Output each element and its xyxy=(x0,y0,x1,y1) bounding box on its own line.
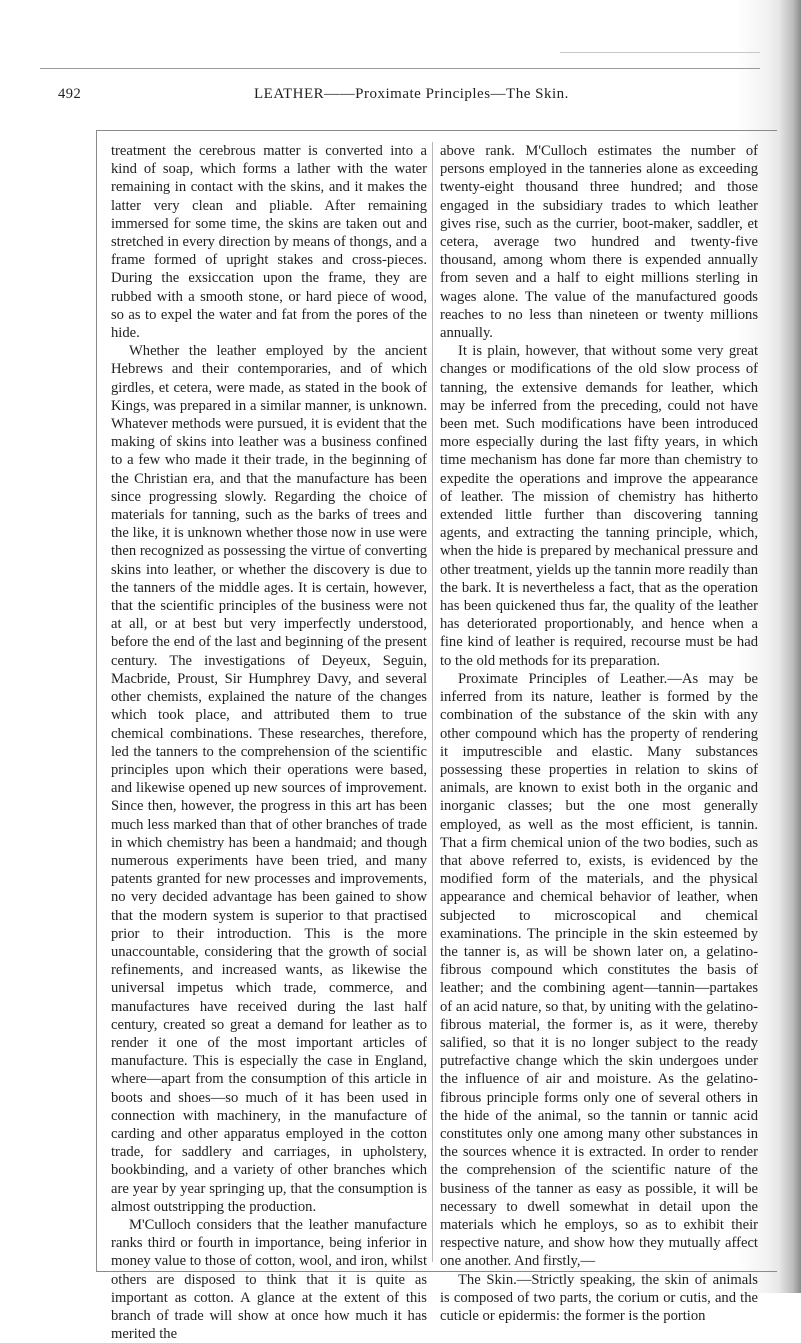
page-number: 492 xyxy=(58,86,82,102)
paragraph: treatment the cerebrous matter is converted into a kind of soap, which forms a lather with the water remaining in contact with the skins, and it makes the latter very clean and pliable. After remaining immersed for some time, the skins are taken out and stretched in every direction by means of thongs, and a frame formed of upright stakes and cross-pieces. During the exsiccation upon the frame, they are rubbed with a smooth stone, or hard piece of wood, so as to expel the water and fat from the pores of the hide. xyxy=(111,143,427,342)
header-rule xyxy=(40,68,760,69)
page-edge-shadow xyxy=(779,0,801,1293)
left-column xyxy=(111,142,427,1343)
top-edge-rule xyxy=(560,52,760,53)
paragraph: Whether the leather employed by the ancient Hebrews and their contemporaries, and of which girdles, et cetera, were made, as stated in the book of Kings, was prepared in a similar manner, is unknown. Whatever methods were pursued, it is evident that the making of skins into leather was a business confined to a few who made it their trade, in the beginning of the Christian era, and that the manufacture has been since progressing slowly. Regarding the choice of materials for tanning, such as the barks of trees and the like, it is unknown whether those now in use were then recognized as possessing the virtue of converting skins into leather, or whether the discovery is due to the tanners of the middle ages. It is certain, however, that the scientific principles of the business were not at all, or at best but very imperfectly understood, before the end of the last and beginning of the present century. The investigations of Deyeux, Seguin, Macbride, Proust, Sir Humphrey Davy, and several other chemists, explained the nature of the changes which took place, and attributed them to true chemical combinations. These researches, therefore, led the tanners to the comprehension of the scientific principles upon which their operations were based, and likewise opened up new sources of improvement. Since then, however, the progress in this art has been much less marked than that of other branches of trade in which chemistry has been a handmaid; and though numerous experiments have been tried, and many patents granted for new processes and improvements, no very decided advantage has been gained to show that the modern system is superior to that practised prior to their introduction. This is the more unaccountable, considering that the growth of social refinements, and increased wants, as likewise the universal impetus which trade, commerce, and manufactures have received during the last half century, created so great a demand for leather as to render it one of the most important articles of manufacture. This is especially the case in England, where—apart from the consumption of this article in boots and shoes—so much of it has been used in connection with machinery, in the manufacture of carding and other apparatus employed in the cotton trade, for saddlery and carriages, in upholstery, bookbinding, and a variety of other branches which are year by year springing up, that the consumption is almost outstripping the production. xyxy=(111,343,427,1215)
paragraph: It is plain, however, that without some very great changes or modifications of the old slow process of tanning, the extensive demands for leather, which may be inferred from the preceding, could not have been met. Such modifications have been introduced more especially during the last fifty years, in which time mechanism has done far more than chemistry to expedite the operations and improve the appearance of leather. The mission of chemistry has hitherto extended little further than discovering tanning agents, and extracting the tanning principle, which, when the hide is prepared by mechanical pressure and other treatment, yields up the tannin more readily than the bark. It is nevertheless a fact, that as the operation has been quickened thus far, the quality of the leather has deteriorated proportionably, and hence when a fine kind of leather is required, recourse must be had to the old methods for its preparation. xyxy=(440,343,758,669)
right-column xyxy=(440,142,758,1325)
paragraph: above rank. M'Culloch estimates the number of persons employed in the tanneries alone as exceeding twenty-eight thousand three hundred; and those engaged in the subsidiary trades to which leather gives rise, such as the currier, boot-maker, saddler, et cetera, average two hundred and twenty-five thousand, among whom there is expended annually from seven and a half to eight millions sterling in wages alone. The value of the manufactured goods reaches to no less than nineteen or twenty millions annually. xyxy=(440,143,758,342)
running-header xyxy=(58,86,778,116)
running-title: LEATHER——Proximate Principles—The Skin. xyxy=(254,86,569,102)
section-paragraph-the-skin: The Skin.—Strictly speaking, the skin of animals is composed of two parts, the corium or cutis, and the cuticle or epidermis: the former is the portion xyxy=(440,1271,758,1324)
paragraph: M'Culloch considers that the leather manufacture ranks third or fourth in importance, being inferior in money value to those of cotton, wool, and iron, whilst others are disposed to think that it is quite as important as cotton. A glance at the extent of this branch of trade will show at once how much it has merited the xyxy=(111,1216,427,1343)
section-paragraph-proximate-principles: Proximate Principles of Leather.—As may be inferred from its nature, leather is formed by the combination of the substance of the skin with any other compound which has the property of rendering it imputrescible and elastic. Many substances possessing these properties in relation to skins of animals, are known to exist both in the organic and inorganic classes; but the one most generally employed, as well as the most efficient, is tannin. That a firm chemical union of the two bodies, such as that above referred to, exists, is evidenced by the modified form of the materials, and the physical appearance and chemical behavior of leather, when subjected to microscopical and chemical examinations. The principle in the skin esteemed by the tanner is, as will be shown later on, a gelatino-fibrous compound which constitutes the basis of leather; and the combining agent—tannin—partakes of an acid nature, so that, by uniting with the gelatino-fibrous material, the former is, as it were, thereby salified, so that it is no longer subject to the ready putrefactive change which the skin undergoes under the influence of air and moisture. As the gelatino-fibrous principle forms only one of several others in the hide of the animal, so the tannin or tannic acid constitutes only one among many other substances in the sources whence it is extracted. In order to render the comprehension of the scientific nature of the business of the tanner as easy as possible, it will be necessary to dwell somewhat in detail upon the materials which he employs, so as to exhibit their respective nature, and show how they mutually affect one another. And firstly,— xyxy=(440,670,758,1270)
column-divider xyxy=(432,142,433,1262)
